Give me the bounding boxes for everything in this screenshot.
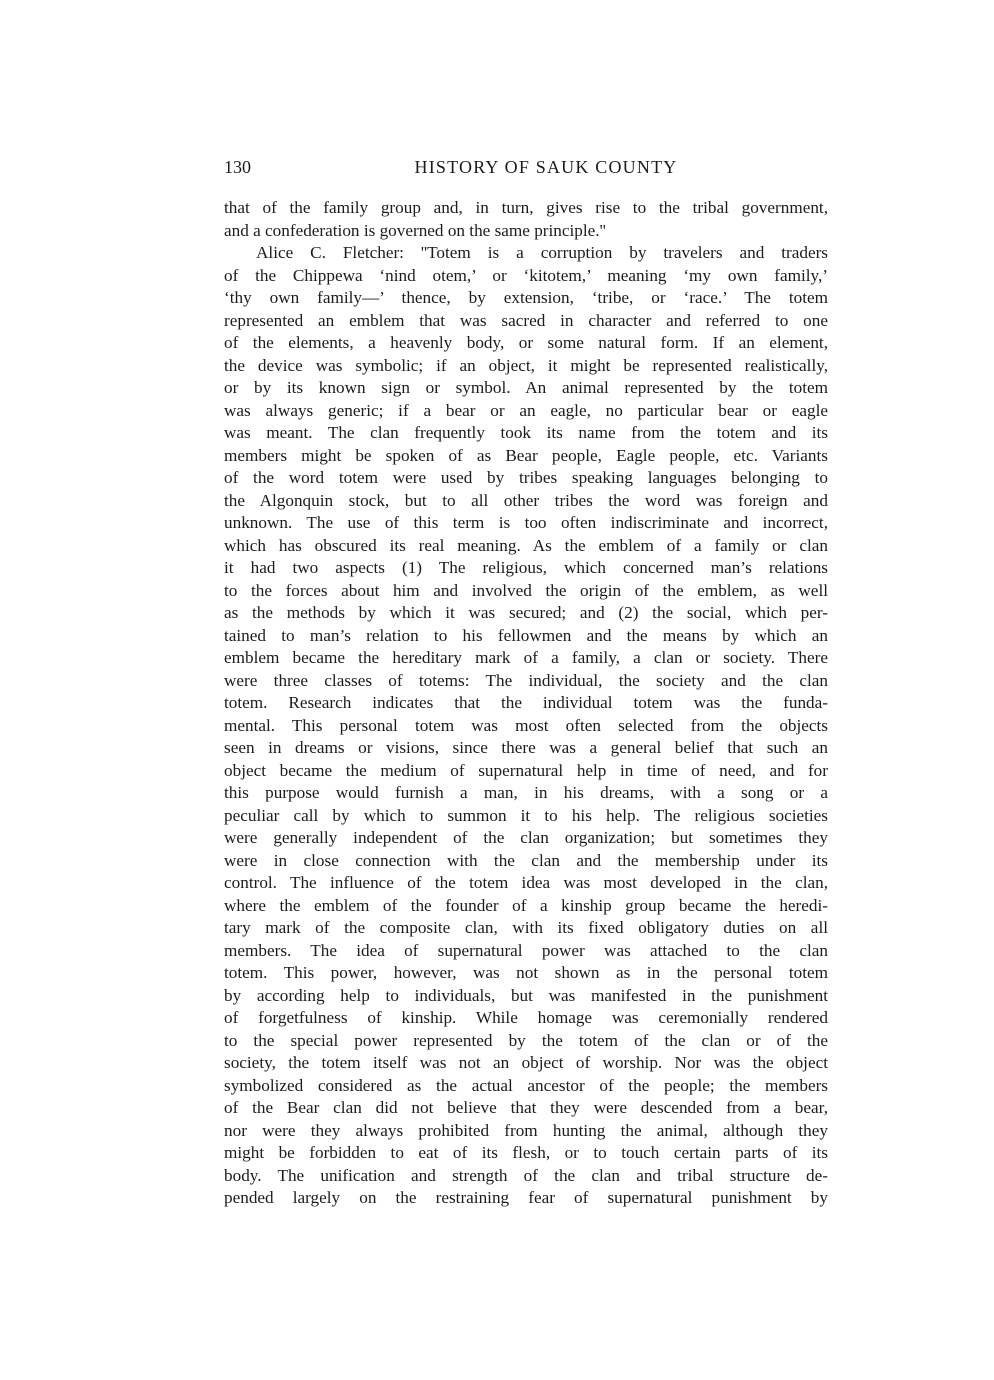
text-line: and a confederation is governed on the same principle.'': [224, 220, 606, 240]
text-line: members. The idea of supernatural power was attached to the clan: [224, 940, 828, 960]
text-line: the Algonquin stock, but to all other tribes the word was foreign and: [224, 490, 828, 510]
text-line: which has obscured its real meaning. As the emblem of a family or clan: [224, 535, 828, 555]
text-line: seen in dreams or visions, since there was a general belief that such an: [224, 738, 828, 757]
text-line: of forgetfulness of kinship. While homage was ceremonially rendered: [224, 1008, 828, 1027]
text-line: members might be spoken of as Bear people, Eagle people, etc. Variants: [224, 445, 828, 465]
text-line: this purpose would furnish a man, in his dreams, with a song or a: [224, 783, 828, 802]
text-line: totem. This power, however, was not shown as in the personal totem: [224, 963, 828, 982]
text-line: might be forbidden to eat of its flesh, or to touch certain parts of its: [224, 1143, 828, 1162]
text-line: object became the medium of supernatural help in time of need, and for: [224, 760, 828, 780]
text-line: peculiar call by which to summon it to his help. The religious societies: [224, 805, 828, 825]
text-line: tained to man’s relation to his fellowmen and the means by which an: [224, 625, 828, 645]
text-line: pended largely on the restraining fear of supernatural punishment by: [224, 1188, 828, 1207]
text-line: where the emblem of the founder of a kinship group became the heredi-: [224, 895, 828, 915]
text-line: symbolized considered as the actual ancestor of the people; the members: [224, 1075, 828, 1095]
text-line: to the forces about him and involved the origin of the emblem, as well: [224, 580, 828, 600]
text-line: to the special power represented by the totem of the clan or of the: [224, 1030, 828, 1050]
text-line: was meant. The clan frequently took its name from the totem and its: [224, 423, 828, 442]
text-line: totem. Research indicates that the individual totem was the funda-: [224, 693, 828, 712]
page-number: 130: [224, 157, 251, 177]
text-line: mental. This personal totem was most often selected from the objects: [224, 715, 828, 735]
text-line: of the word totem were used by tribes speaking languages belonging to: [224, 468, 828, 487]
body-text: [224, 197, 828, 1210]
text-line: it had two aspects (1) The religious, which concerned man’s relations: [224, 558, 828, 577]
text-line: of the elements, a heavenly body, or some natural form. If an element,: [224, 333, 828, 352]
text-line: were three classes of totems: The individual, the society and the clan: [224, 670, 828, 690]
text-line: control. The influence of the totem idea was most developed in the clan,: [224, 873, 828, 892]
text-line: unknown. The use of this term is too often indiscriminate and incorrect,: [224, 513, 828, 532]
text-line: society, the totem itself was not an object of worship. Nor was the object: [224, 1053, 828, 1072]
text-line: was always generic; if a bear or an eagle, no particular bear or eagle: [224, 400, 828, 420]
text-line: or by its known sign or symbol. An animal represented by the totem: [224, 378, 828, 397]
text-line: as the methods by which it was secured; and (2) the social, which per-: [224, 603, 828, 622]
text-line: were generally independent of the clan organization; but sometimes they: [224, 828, 828, 847]
text-line: ‘thy own family—’ thence, by extension, ‘tribe, or ‘race.’ The totem: [224, 288, 828, 307]
text-line: of the Bear clan did not believe that they were descended from a bear,: [224, 1098, 828, 1117]
text-line: Alice C. Fletcher: ''Totem is a corruption by travelers and traders: [256, 243, 828, 262]
running-title: HISTORY OF SAUK COUNTY: [414, 157, 678, 177]
text-line: represented an emblem that was sacred in character and referred to one: [224, 310, 828, 330]
running-head: [224, 155, 828, 179]
text-line: the device was symbolic; if an object, it might be represented realistically,: [224, 355, 828, 375]
text-line: nor were they always prohibited from hunting the animal, although they: [224, 1120, 828, 1140]
text-line: of the Chippewa ‘nind otem,’ or ‘kitotem,’ meaning ‘my own family,’: [224, 265, 828, 285]
text-line: that of the family group and, in turn, gives rise to the tribal government,: [224, 198, 828, 217]
text-line: body. The unification and strength of the clan and tribal structure de-: [224, 1165, 828, 1185]
text-line: by according help to individuals, but was manifested in the punishment: [224, 985, 828, 1005]
text-line: were in close connection with the clan and the membership under its: [224, 850, 828, 870]
text-line: emblem became the hereditary mark of a family, a clan or society. There: [224, 648, 828, 667]
text-line: tary mark of the composite clan, with its fixed obligatory duties on all: [224, 918, 828, 937]
